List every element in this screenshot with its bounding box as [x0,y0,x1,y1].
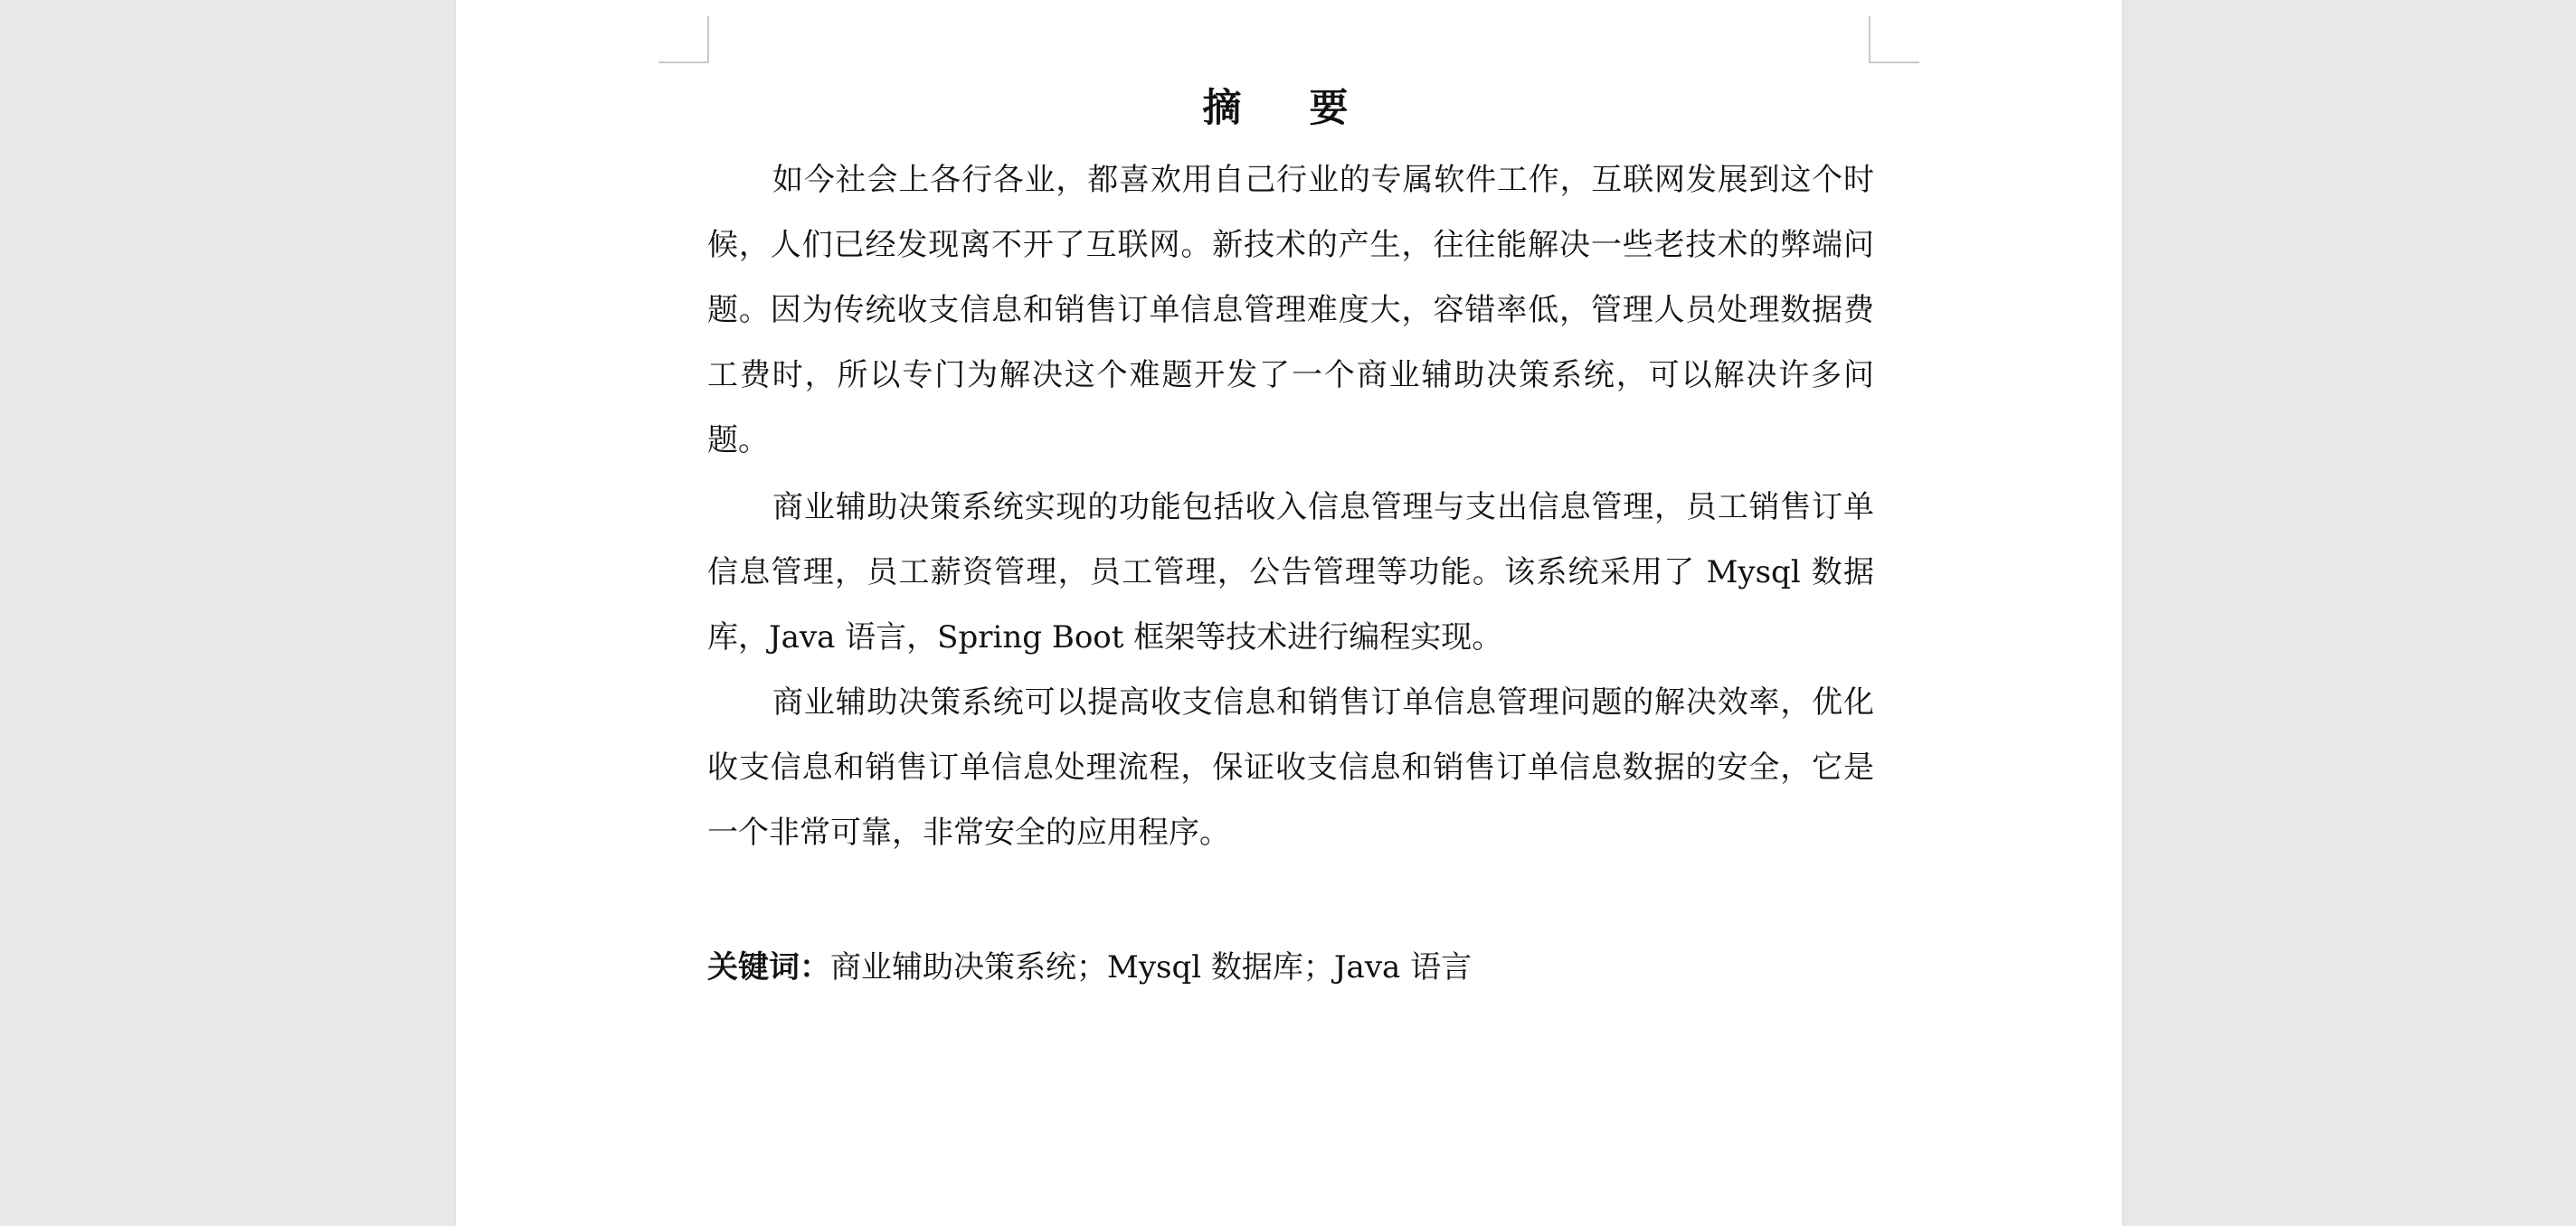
page-corner-mark-top-right [1869,16,1919,63]
abstract-paragraph-2[interactable]: 商业辅助决策系统实现的功能包括收入信息管理与支出信息管理，员工销售订单信息管理，员工薪资管理，员工管理，公告管理等功能。该系统采用了 Mysql 数据库，Java 语言，Spring Boot 框架等技术进行编程实现。 [707,489,1874,655]
document-page [456,0,2122,1226]
abstract-paragraph-3[interactable]: 商业辅助决策系统可以提高收支信息和销售订单信息管理问题的解决效率，优化收支信息和销售订单信息处理流程，保证收支信息和销售订单信息数据的安全，它是一个非常可靠，非常安全的应用程序。 [707,684,1874,851]
page-corner-mark-top-left [658,16,709,63]
keywords-text: 商业辅助决策系统；Mysql 数据库；Java 语言 [830,949,1473,986]
keywords-label: 关键词： [707,949,830,986]
abstract-paragraph-1[interactable]: 如今社会上各行各业，都喜欢用自己行业的专属软件工作，互联网发展到这个时候，人们已经发现离不开了互联网。新技术的产生，往往能解决一些老技术的弊端问题。因为传统收支信息和销售订单信息管理难度大，容错率低，管理人员处理数据费工费时，所以专门为解决这个难题开发了一个商业辅助决策系统，可以解决许多问题。 [707,162,1874,458]
keywords-line[interactable] [707,935,1472,1000]
abstract-title[interactable]: 摘 要 [1202,86,1376,131]
